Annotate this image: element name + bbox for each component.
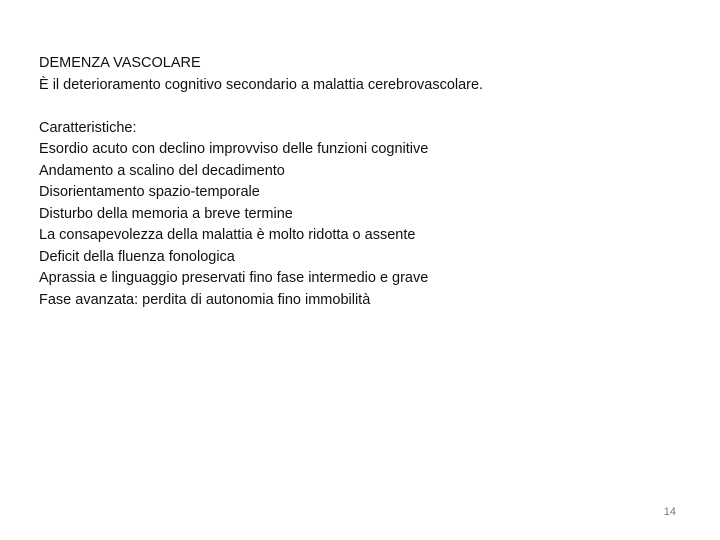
- feature-item: Esordio acuto con declino improvviso delle funzioni cognitive: [39, 141, 429, 157]
- paragraph-spacer: [39, 96, 679, 118]
- features-heading: Caratteristiche:: [39, 119, 137, 136]
- feature-item: Disorientamento spazio-temporale: [39, 184, 260, 200]
- feature-item: Deficit della fluenza fonologica: [39, 248, 235, 265]
- slide-content: [39, 53, 679, 311]
- feature-item: Disturbo della memoria a breve termine: [39, 205, 293, 222]
- feature-item: Fase avanzata: perdita di autonomia fino immobilità: [39, 291, 371, 308]
- page-number: 14: [663, 506, 676, 518]
- definition-text: È il deterioramento cognitivo secondario a malattia cerebrovascolare.: [39, 76, 484, 93]
- feature-item: La consapevolezza della malattia è molto ridotta o assente: [39, 227, 416, 243]
- slide-title: DEMENZA VASCOLARE: [39, 55, 201, 71]
- feature-item: Aprassia e linguaggio preservati fino fase intermedio e grave: [39, 270, 429, 286]
- feature-item: Andamento a scalino del decadimento: [39, 162, 285, 179]
- features-list: [39, 139, 679, 311]
